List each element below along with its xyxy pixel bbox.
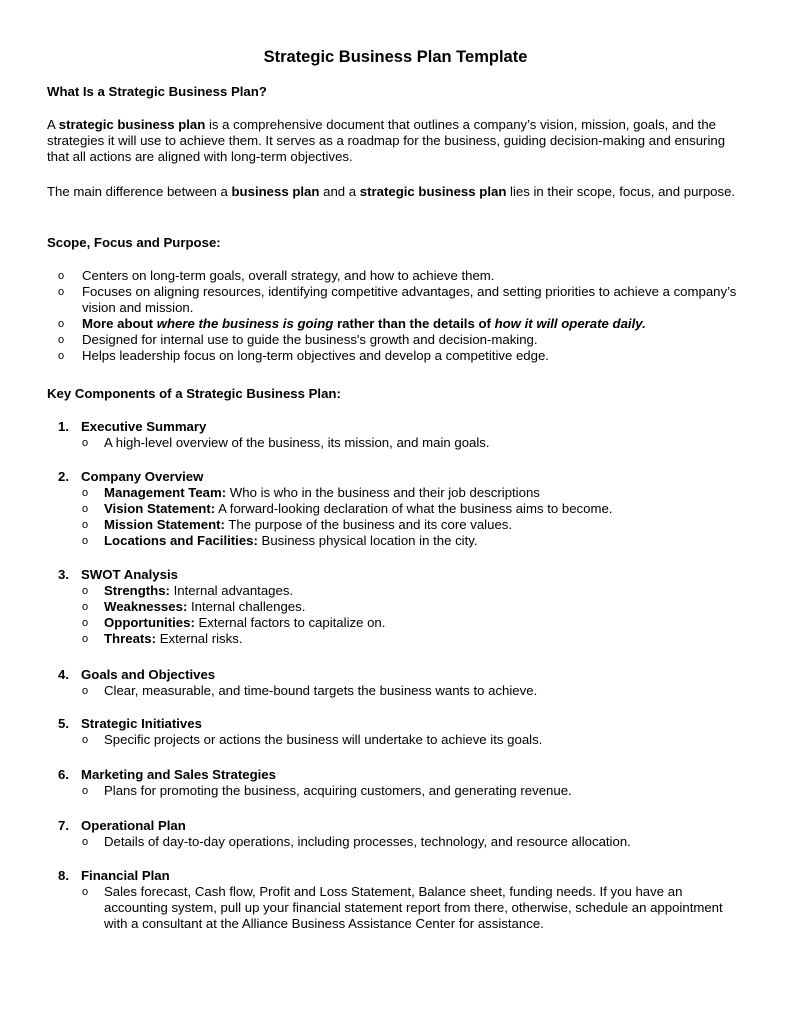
- what-heading: What Is a Strategic Business Plan?: [47, 84, 267, 99]
- bullet-marker: o: [58, 318, 65, 330]
- section-heading: 5. Strategic Initiatives: [58, 716, 202, 731]
- list-item: o Sales forecast, Cash flow, Profit and Loss Statement, Balance sheet, funding needs. If you have an accounting system, pull up your financial statement report from there, otherwise, schedule an appointment with a consultant at the Alliance Business Assistance Center for assistance.: [82, 884, 723, 931]
- section-swot-analysis: [47, 567, 747, 647]
- section-financial-plan: [47, 868, 747, 932]
- section-heading: 6. Marketing and Sales Strategies: [58, 767, 276, 782]
- section-operational-plan: [47, 818, 747, 850]
- section-marketing-sales: [47, 767, 747, 799]
- section-heading: 8. Financial Plan: [58, 868, 170, 883]
- list-item: o Mission Statement: The purpose of the business and its core values.: [82, 517, 513, 532]
- bullet-marker: o: [58, 350, 65, 362]
- section-executive-summary: [47, 419, 747, 451]
- scope-heading: Scope, Focus and Purpose:: [47, 235, 221, 250]
- list-item: o Specific projects or actions the business will undertake to achieve its goals.: [82, 732, 543, 747]
- bullet-marker: o: [58, 334, 65, 346]
- intro-paragraph-1: A strategic business plan is a comprehensive document that outlines a company’s vision, mission, goals, and the strategies it will use to achieve them. It serves as a roadmap for the business, guiding decision-making and ensuring that all actions are aligned with long-term objectives.: [47, 117, 726, 164]
- section-company-overview: [47, 469, 747, 549]
- section-goals-objectives: [47, 667, 747, 699]
- list-item: o Opportunities: External factors to capitalize on.: [82, 615, 386, 630]
- bullet-marker: o: [58, 270, 65, 282]
- list-item: o Management Team: Who is who in the business and their job descriptions: [82, 485, 540, 500]
- list-item: o Plans for promoting the business, acquiring customers, and generating revenue.: [82, 783, 572, 798]
- list-item: o Vision Statement: A forward-looking declaration of what the business aims to become.: [82, 501, 613, 516]
- section-heading: 4. Goals and Objectives: [58, 667, 216, 682]
- list-item: o Centers on long-term goals, overall strategy, and how to achieve them.: [58, 268, 495, 283]
- section-heading: 2. Company Overview: [58, 469, 204, 484]
- section-heading: 1. Executive Summary: [58, 419, 207, 434]
- list-item: o Details of day-to-day operations, including processes, technology, and resource allocation.: [82, 834, 631, 849]
- document-title: Strategic Business Plan Template: [263, 48, 528, 66]
- intro-paragraph-2: The main difference between a business plan and a strategic business plan lies in their scope, focus, and purpose.: [47, 184, 736, 199]
- section-strategic-initiatives: [47, 716, 747, 748]
- scope-list: [47, 268, 747, 364]
- list-item: o Designed for internal use to guide the business's growth and decision-making.: [58, 332, 538, 347]
- list-item: o Clear, measurable, and time-bound targets the business wants to achieve.: [82, 683, 538, 698]
- list-item: o A high-level overview of the business, its mission, and main goals.: [82, 435, 490, 450]
- components-heading: Key Components of a Strategic Business Plan:: [47, 386, 341, 401]
- section-heading: 3. SWOT Analysis: [58, 567, 178, 582]
- section-heading: 7. Operational Plan: [58, 818, 186, 833]
- list-item: o Locations and Facilities: Business physical location in the city.: [82, 533, 478, 548]
- list-item: o More about where the business is going rather than the details of how it will operate daily.: [58, 316, 646, 331]
- bullet-marker: o: [58, 286, 65, 298]
- list-item: o Weaknesses: Internal challenges.: [82, 599, 306, 614]
- list-item: o Strengths: Internal advantages.: [82, 583, 294, 598]
- list-item: o Threats: External risks.: [82, 631, 243, 646]
- list-item: o Focuses on aligning resources, identifying competitive advantages, and setting priorities to achieve a company’s vision and mission.: [58, 284, 737, 315]
- list-item: o Helps leadership focus on long-term objectives and develop a competitive edge.: [58, 348, 549, 363]
